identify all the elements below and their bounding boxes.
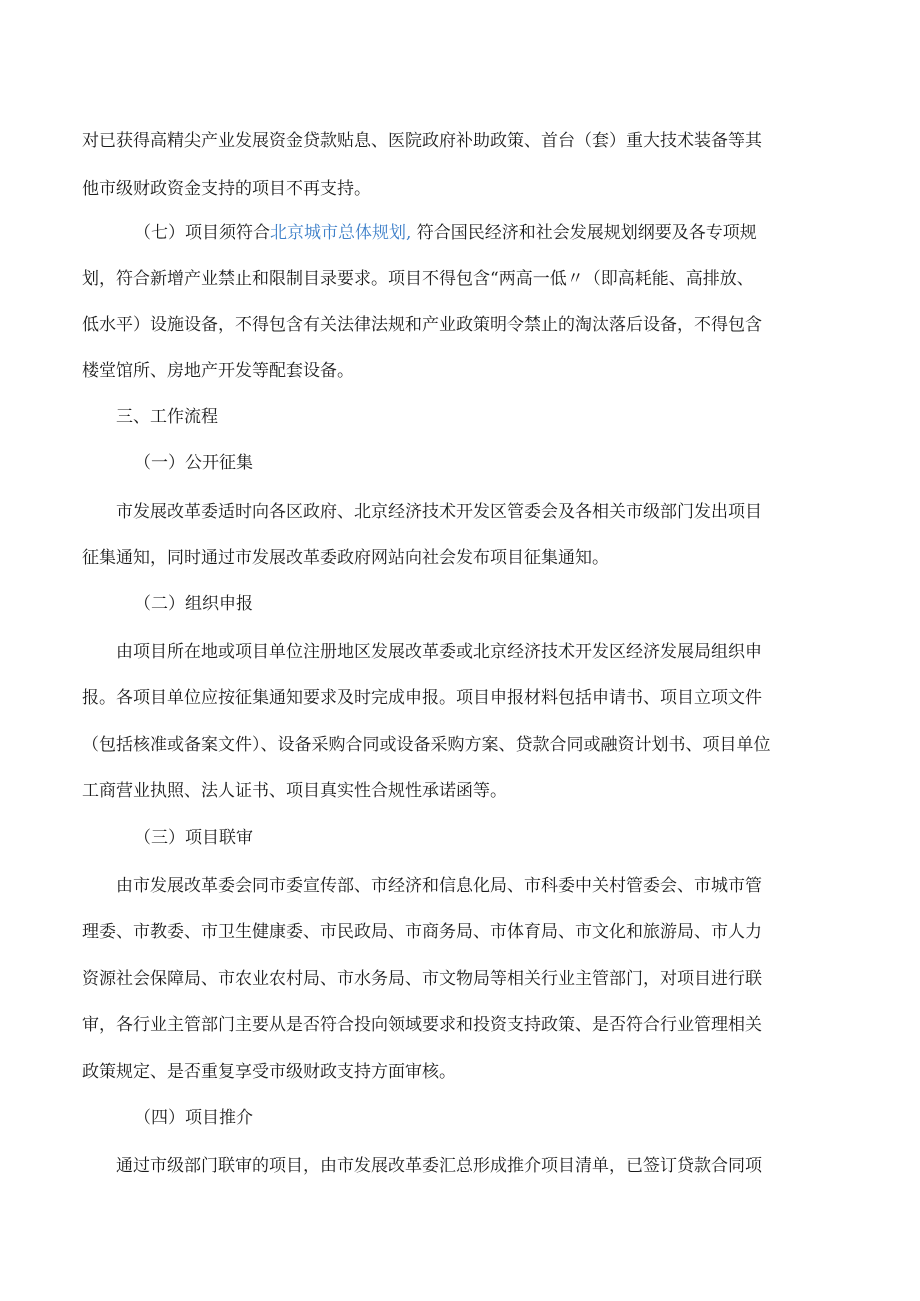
subsection-title-collection: （一）公开征集 [134, 453, 253, 473]
subsection-title-review: （三）项目联审 [134, 828, 253, 848]
para-funding-l2: 他市级财政资金支持的项目不再支持。 [82, 179, 371, 199]
para-planning-l2: 划，符合新增产业禁止和限制目录要求。项目不得包含“两高一低〃（即高耗能、高排放、 [82, 269, 754, 289]
para-planning-l4: 楼堂馆所、房地产开发等配套设备。 [82, 361, 354, 381]
para-planning-prefix: （七）项目须符合 [134, 223, 270, 243]
para-collection-l1: 市发展改革委适时向各区政府、北京经济技术开发区管委会及各相关市级部门发出项目 [116, 502, 762, 522]
para-application-l1: 由项目所在地或项目单位注册地区发展改革委或北京经济技术开发区经济发展局组织申 [116, 642, 762, 662]
para-application-l2: 报。各项目单位应按征集通知要求及时完成申报。项目申报材料包括申请书、项目立项文件 [82, 688, 762, 708]
para-planning-l1 [134, 221, 757, 245]
para-application-l3: （包括核准或备案文件）、设备采购合同或设备采购方案、贷款合同或融资计划书、项目单位 [82, 735, 771, 755]
para-collection-l2: 征集通知，同时通过市发展改革委政府网站向社会发布项目征集通知。 [82, 548, 609, 568]
subsection-title-application: （二）组织申报 [134, 594, 253, 614]
para-review-l2: 理委、市教委、市卫生健康委、市民政局、市商务局、市体育局、市文化和旅游局、市人力 [82, 922, 762, 942]
section-heading-workflow: 三、工作流程 [116, 407, 218, 427]
master-plan-link[interactable]: 北京城市总体规划, [270, 223, 412, 243]
para-review-l5: 政策规定、是否重复享受市级财政支持方面审核。 [82, 1062, 456, 1082]
subsection-title-promotion: （四）项目推介 [134, 1108, 253, 1128]
para-review-l1: 由市发展改革委会同市委宣传部、市经济和信息化局、市科委中关村管委会、市城市管 [116, 876, 762, 896]
para-promotion-l1: 通过市级部门联审的项目，由市发展改革委汇总形成推介项目清单，已签订贷款合同项 [116, 1156, 762, 1176]
para-funding-l1: 对已获得高精尖产业发展资金贷款贴息、医院政府补助政策、首台（套）重大技术装备等其 [82, 131, 762, 151]
para-planning-l3: 低水平）设施设备，不得包含有关法律法规和产业政策明令禁止的淘汰落后设备，不得包含 [82, 315, 762, 335]
para-review-l4: 审，各行业主管部门主要从是否符合投向领域要求和投资支持政策、是否符合行业管理相关 [82, 1015, 762, 1035]
para-application-l4: 工商营业执照、法人证书、项目真实性合规性承诺函等。 [82, 781, 507, 801]
para-review-l3: 资源社会保障局、市农业农村局、市水务局、市文物局等相关行业主管部门，对项目进行联 [82, 969, 762, 989]
para-planning-suffix: 符合国民经济和社会发展规划纲要及各专项规 [411, 223, 757, 243]
